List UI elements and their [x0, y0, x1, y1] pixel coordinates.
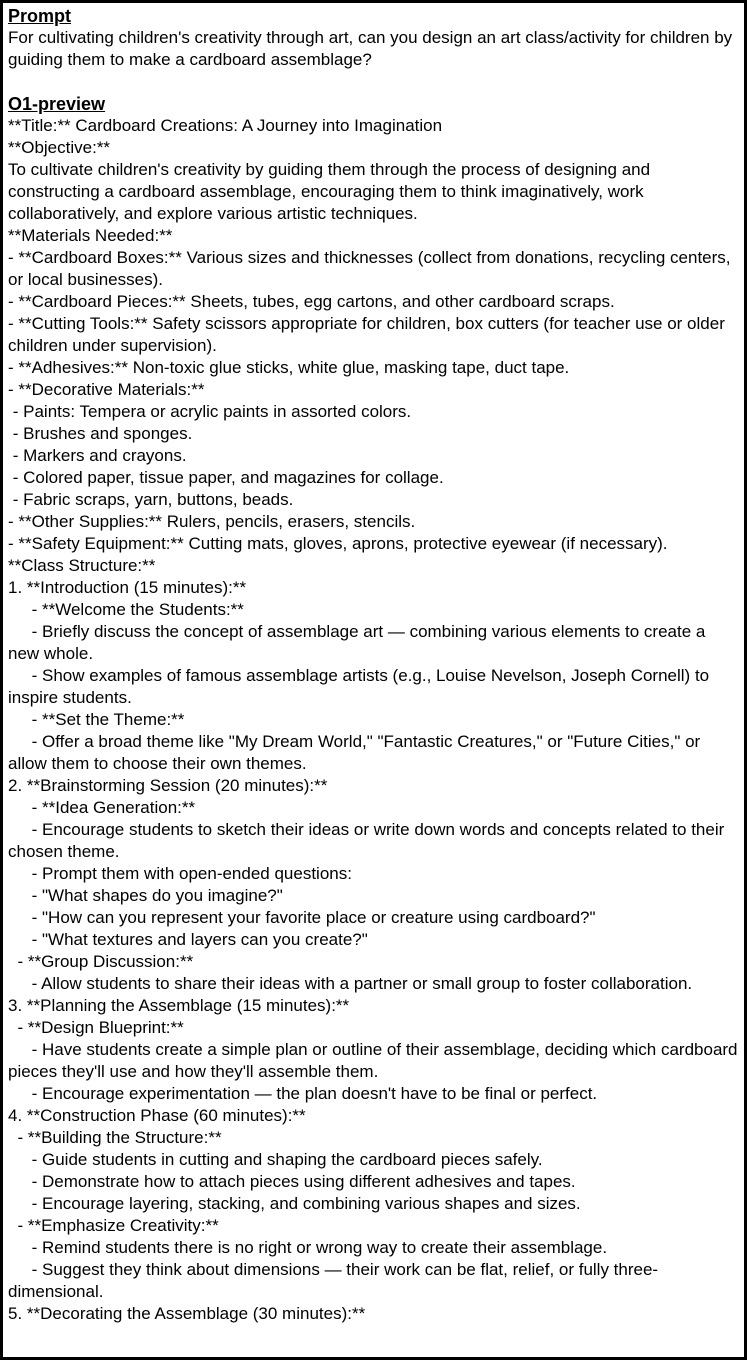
text-line: - **Other Supplies:** Rulers, pencils, erasers, stencils.	[8, 512, 416, 531]
text-line: - **Building the Structure:**	[8, 1128, 222, 1147]
text-line: 3. **Planning the Assemblage (15 minutes):**	[8, 996, 350, 1015]
text-line: - Encourage layering, stacking, and combining various shapes and sizes.	[8, 1194, 581, 1213]
text-line: - Suggest they think about dimensions — their work can be flat, relief, or fully three-dimensional.	[8, 1260, 659, 1301]
text-line: - **Design Blueprint:**	[8, 1018, 184, 1037]
text-line: **Class Structure:**	[8, 556, 156, 575]
text-line: - **Idea Generation:**	[8, 798, 196, 817]
blank-line	[8, 71, 740, 93]
text-line: **Title:** Cardboard Creations: A Journey into Imagination	[8, 116, 443, 135]
text-line: - Encourage experimentation — the plan doesn't have to be final or perfect.	[8, 1084, 598, 1103]
text-line: - **Cutting Tools:** Safety scissors appropriate for children, box cutters (for teacher use or older children under supervision).	[8, 314, 730, 355]
text-line: - "How can you represent your favorite place or creature using cardboard?"	[8, 908, 596, 927]
cutoff-line	[8, 1303, 740, 1323]
text-line: 1. **Introduction (15 minutes):**	[8, 578, 247, 597]
text-line: - Offer a broad theme like "My Dream World," "Fantastic Creatures," or "Future Cities," or allow them to choose their own themes.	[8, 732, 705, 773]
text-line: - **Welcome the Students:**	[8, 600, 244, 619]
text-line: To cultivate children's creativity by guiding them through the process of designing and constructing a cardboard assemblage, encouraging them to think imaginatively, work collaboratively, and explore various artistic techniques.	[8, 160, 655, 223]
text-line: - **Set the Theme:**	[8, 710, 185, 729]
text-line: - **Decorative Materials:**	[8, 380, 205, 399]
text-line: - Brushes and sponges.	[8, 424, 193, 443]
text-line: - Fabric scraps, yarn, buttons, beads.	[8, 490, 294, 509]
text-line: - **Safety Equipment:** Cutting mats, gloves, aprons, protective eyewear (if necessary).	[8, 534, 668, 553]
text-line: - "What shapes do you imagine?"	[8, 886, 283, 905]
text-line: - **Adhesives:** Non-toxic glue sticks, white glue, masking tape, duct tape.	[8, 358, 570, 377]
text-line: - Remind students there is no right or wrong way to create their assemblage.	[8, 1238, 608, 1257]
text-line: **Materials Needed:**	[8, 226, 173, 245]
text-line: - Prompt them with open-ended questions:	[8, 864, 352, 883]
text-line: - Show examples of famous assemblage artists (e.g., Louise Nevelson, Joseph Cornell) to inspire students.	[8, 666, 714, 707]
text-line: - Guide students in cutting and shaping the cardboard pieces safely.	[8, 1150, 543, 1169]
text-line: - Colored paper, tissue paper, and magazines for collage.	[8, 468, 444, 487]
text-line: **Objective:**	[8, 138, 111, 157]
response-body	[8, 115, 743, 1303]
cutoff-line-text: 5. **Decorating the Assemblage (30 minutes):**	[8, 1304, 366, 1323]
text-line: - Briefly discuss the concept of assemblage art — combining various elements to create a new whole.	[8, 622, 711, 663]
text-line: - Have students create a simple plan or outline of their assemblage, deciding which cardboard pieces they'll use and how they'll assemble them.	[8, 1040, 743, 1081]
text-line: - Allow students to share their ideas with a partner or small group to foster collaboration.	[8, 974, 693, 993]
text-line: - Markers and crayons.	[8, 446, 187, 465]
text-line: - **Cardboard Boxes:** Various sizes and thicknesses (collect from donations, recycling centers, or local businesses).	[8, 248, 736, 289]
prompt-body: For cultivating children's creativity through art, can you design an art class/activity for children by guiding them to make a cardboard assemblage?	[8, 28, 737, 69]
text-line: - **Cardboard Pieces:** Sheets, tubes, egg cartons, and other cardboard scraps.	[8, 292, 615, 311]
text-line: - **Group Discussion:**	[8, 952, 194, 971]
text-line: - Paints: Tempera or acrylic paints in assorted colors.	[8, 402, 412, 421]
text-line: - **Emphasize Creativity:**	[8, 1216, 219, 1235]
response-heading: O1-preview	[8, 94, 106, 114]
text-line: - Encourage students to sketch their ideas or write down words and concepts related to their chosen theme.	[8, 820, 730, 861]
text-line: 4. **Construction Phase (60 minutes):**	[8, 1106, 306, 1125]
text-line: - "What textures and layers can you create?"	[8, 930, 368, 949]
text-line: - Demonstrate how to attach pieces using different adhesives and tapes.	[8, 1172, 576, 1191]
prompt-heading: Prompt	[8, 6, 71, 26]
text-line: 2. **Brainstorming Session (20 minutes):**	[8, 776, 328, 795]
